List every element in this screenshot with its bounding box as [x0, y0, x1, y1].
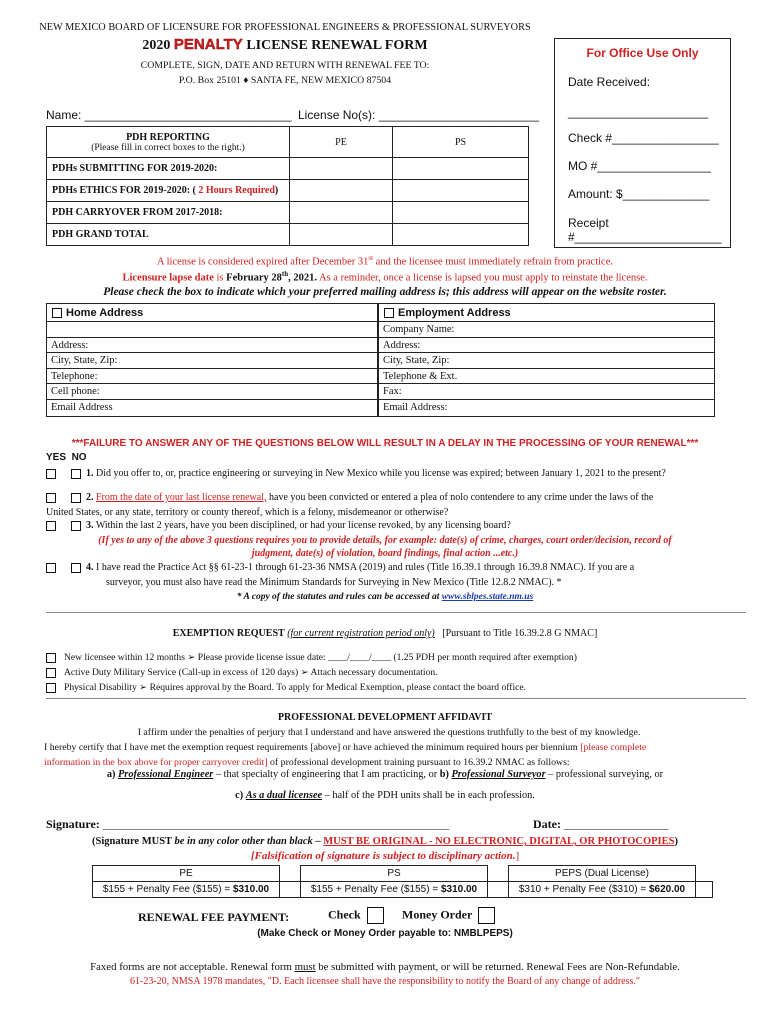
option-b-em: Professional Surveyor — [451, 769, 546, 780]
q1-yes-checkbox[interactable] — [46, 469, 56, 479]
pdh-carryover-label: PDH CARRYOVER FROM 2017-2018: — [47, 202, 290, 224]
form-title-text: LICENSE RENEWAL FORM — [246, 38, 428, 53]
exemption-pursuant: [Pursuant to Title 16.39.2.8 G NMAC] — [442, 628, 598, 639]
home-address-header — [47, 304, 377, 322]
fee-peps-checkbox[interactable] — [696, 882, 713, 898]
affidavit-line-1: I affirm under the penalties of perjury that I understand and have answered the questions truthfully to the best of my knowledge. — [137, 727, 641, 738]
expiration-text-b: and the licensee must immediately refrain from practice. — [373, 256, 613, 268]
renewal-fee-payment-label: RENEWAL FEE PAYMENT: — [138, 910, 290, 924]
option-a-label: a) — [106, 769, 119, 780]
signature-note-a: (Signature MUST — [92, 836, 175, 847]
question-1 — [46, 468, 746, 479]
name-field[interactable]: Name: _______________________________ — [46, 108, 292, 122]
table-row — [47, 180, 529, 202]
q2-no-checkbox[interactable] — [71, 493, 81, 503]
employment-address-title: Employment Address — [398, 307, 511, 319]
date-received-line[interactable]: _____________________ — [568, 105, 709, 119]
exemption-header — [20, 628, 750, 639]
affidavit-line-2 — [44, 740, 734, 755]
q1-no-checkbox[interactable] — [71, 469, 81, 479]
office-use-box — [554, 38, 731, 248]
payable-to-note: (Make Check or Money Order payable to: NMBLPEPS) — [257, 928, 513, 939]
money-order-checkbox[interactable] — [478, 907, 495, 924]
q2-red-text: From the date of your last license renewal, — [96, 492, 267, 503]
signature-note-em: be in any color other than black — [174, 836, 313, 847]
footer-statute: 61-23-20, NMSA 1978 mandates, "D. Each licensee shall have the responsibility to notify the Board of any change of address." — [130, 976, 640, 987]
signature-field[interactable] — [46, 817, 449, 832]
fee-header-pe: PE — [93, 866, 280, 882]
pdh-submitting-label: PDHs SUBMITTING FOR 2019-2020: — [47, 158, 290, 180]
fee-spacer — [696, 866, 713, 882]
q4-text-a: I have read the Practice Act §§ 61-23-1 through 61-23-36 NMSA (2019) and rules (Title 16.39.1 through 16.39.8 NMAC). If you are a — [96, 562, 635, 573]
date-line[interactable]: ___________________ — [563, 819, 669, 831]
statutes-link[interactable]: www.sblpes.state.nm.us — [441, 592, 534, 602]
affidavit-option-c — [20, 790, 750, 801]
q2-yes-checkbox[interactable] — [46, 493, 56, 503]
q1-text: Did you offer to, or, practice engineering or surveying in New Mexico while you license was expired; between January 1, 2021 to the present? — [96, 468, 666, 479]
home-address-line-blank[interactable] — [47, 322, 377, 338]
form-year: 2020 — [142, 38, 171, 53]
q2-number: 2. — [86, 492, 94, 503]
lapse-reminder: As a reminder, once a license is lapsed you must apply to reinstate the license. — [316, 272, 648, 284]
fee-spacer — [280, 866, 301, 882]
exemption-item-text: Active Duty Military Service (Call-up in excess of 120 days) ➢ Attach necessary documentation. — [64, 667, 438, 678]
footer-line-1b: be submitted with payment, or will be returned. Renewal Fees are Non-Refundable. — [315, 961, 680, 973]
signature-note — [20, 836, 750, 847]
pdh-ethics-text: PDHs ETHICS FOR 2019-2020: ( — [52, 185, 196, 196]
employment-address-box — [378, 303, 715, 417]
employment-address-header — [379, 304, 714, 322]
pdh-ethics-label — [47, 180, 290, 202]
if-yes-line-1: (If yes to any of the above 3 questions requires you to provide details, for example: date(s) of crime, charges, court order/decision, record of — [98, 535, 672, 546]
signature-note-c: ) — [674, 836, 678, 847]
yes-label: YES — [46, 452, 67, 463]
question-4 — [46, 560, 746, 590]
penalty-label: PENALTY — [173, 36, 243, 53]
question-2 — [46, 490, 746, 520]
question-3 — [46, 520, 746, 531]
pe-column-header: PE — [290, 127, 393, 158]
fee-peps-amount — [509, 882, 696, 898]
q2-text-a: have you been convicted or entered a plea of nolo contendere to any crime under the laws of the — [266, 492, 654, 503]
check-number-field[interactable]: Check #________________ — [568, 131, 719, 145]
fee-header-peps: PEPS (Dual License) — [509, 866, 696, 882]
fee-ps-text: $155 + Penalty Fee ($155) = — [310, 884, 441, 895]
home-city-state-zip[interactable]: City, State, Zip: — [47, 353, 377, 369]
table-row — [47, 224, 529, 246]
pdh-grand-total-label: PDH GRAND TOTAL — [47, 224, 290, 246]
q4-line-2: surveyor, you must also have read the Minimum Standards for Surveying in New Mexico (Title 12.8.2 NMAC). * — [106, 577, 562, 588]
expiration-notice — [20, 254, 750, 268]
if-yes-line-2: judgment, date(s) of violation, board findings, final action ...etc.) — [251, 548, 519, 559]
q3-yes-checkbox[interactable] — [46, 521, 56, 531]
statutes-note — [20, 592, 750, 602]
footer-fax-notice — [20, 961, 750, 973]
exemption-item-military — [46, 665, 746, 680]
employment-address-checkbox[interactable] — [384, 308, 394, 318]
table-row — [47, 202, 529, 224]
fee-table — [92, 865, 713, 898]
check-payment-checkbox[interactable] — [367, 907, 384, 924]
home-address-box — [46, 303, 378, 417]
lapse-sup: th — [281, 270, 289, 278]
fee-peps-total: $620.00 — [648, 884, 686, 895]
signature-note-red: MUST BE ORIGINAL - NO ELECTRONIC, DIGITAL, OR PHOTOCOPIES — [323, 836, 675, 847]
failure-warning: ***FAILURE TO ANSWER ANY OF THE QUESTIONS BELOW WILL RESULT IN A DELAY IN THE PROCESSING OF YOUR RENEWAL*** — [71, 438, 699, 449]
fee-ps-total: $310.00 — [440, 884, 478, 895]
fee-ps-amount — [301, 882, 488, 898]
ethics-required-note: 2 Hours Required — [198, 185, 275, 196]
signature-label: Signature: — [46, 817, 103, 831]
date-field[interactable] — [533, 817, 668, 832]
new-licensee-checkbox[interactable] — [46, 653, 56, 663]
employment-city-state-zip[interactable]: City, State, Zip: — [379, 353, 714, 369]
employment-email[interactable]: Email Address: — [383, 401, 448, 413]
return-instructions: COMPLETE, SIGN, DATE AND RETURN WITH RENEWAL FEE TO: — [140, 60, 430, 71]
home-address-line[interactable]: Address: — [47, 338, 377, 354]
lapse-label: Licensure lapse date — [122, 272, 214, 284]
option-c-text: – half of the PDH units shall be in each profession. — [322, 790, 535, 801]
home-address-title: Home Address — [66, 307, 144, 319]
divider — [46, 698, 746, 700]
pdh-ethics-ps-cell[interactable] — [393, 180, 529, 202]
fee-pe-checkbox[interactable] — [280, 882, 301, 898]
exemption-paren: (for current registration period only) — [287, 628, 435, 639]
license-number-field[interactable]: License No(s): ________________________ — [298, 108, 539, 122]
mailing-preference-instruction: Please check the box to indicate which your preferred mailing address is; this address will appear on the website roster. — [103, 286, 667, 298]
affidavit-options-ab — [20, 769, 750, 780]
pdh-submitting-ps-cell[interactable] — [393, 158, 529, 180]
home-address-checkbox[interactable] — [52, 308, 62, 318]
q1-number: 1. — [86, 468, 94, 479]
home-telephone[interactable]: Telephone: — [47, 369, 377, 385]
disability-checkbox[interactable] — [46, 683, 56, 693]
q2-line-2: United States, or any state, territory or county thereof, which is a felony, misdemeanor or otherwise? — [46, 507, 449, 518]
table-row — [47, 158, 529, 180]
exemption-title: EXEMPTION REQUEST — [172, 628, 285, 639]
affidavit-title: PROFESSIONAL DEVELOPMENT AFFIDAVIT — [277, 712, 493, 723]
board-name: NEW MEXICO BOARD OF LICENSURE FOR PROFESSIONAL ENGINEERS & PROFESSIONAL SURVEYORS — [39, 22, 531, 33]
money-order-label: Money Order — [402, 907, 473, 922]
mailing-address: P.O. Box 25101 ♦ SANTA FE, NEW MEXICO 87504 — [178, 75, 392, 86]
yes-no-header — [46, 452, 87, 463]
option-a-em: Professional Engineer — [118, 769, 214, 780]
signature-note-b: – — [312, 836, 324, 847]
fee-header-ps: PS — [301, 866, 488, 882]
date-label: Date: — [533, 817, 564, 831]
home-email[interactable]: Email Address — [51, 401, 113, 413]
falsification-text: [Falsification of signature is subject to disciplinary action. — [250, 850, 516, 862]
fee-pe-amount — [93, 882, 280, 898]
statutes-note-text: * A copy of the statutes and rules can be accessed at — [236, 592, 442, 602]
footer-line-1a: Faxed forms are not acceptable. Renewal form — [90, 961, 295, 973]
falsification-warning — [20, 850, 750, 862]
affidavit-line-3-red: information in the box above for proper carryover credit] — [44, 757, 268, 768]
home-cell-phone[interactable]: Cell phone: — [47, 384, 377, 400]
exemption-item-disability — [46, 680, 746, 695]
signature-line[interactable]: _______________________________________________________________ — [102, 819, 450, 831]
date-received-label: Date Received: — [568, 75, 651, 89]
option-c-em: As a dual licensee — [245, 790, 323, 801]
affidavit-line-2-text: I hereby certify that I have met the exemption request requirements [above] or have achieved the minimum required hours per biennium — [44, 742, 581, 753]
q3-number: 3. — [86, 520, 94, 531]
expiration-text-a: A license is considered expired after December 31 — [157, 256, 369, 268]
option-c-label: c) — [235, 790, 246, 801]
receipt-field[interactable]: #______________________ — [568, 230, 722, 244]
form-title — [20, 36, 550, 54]
q2-line-1 — [46, 490, 746, 505]
pdh-submitting-pe-cell[interactable] — [290, 158, 393, 180]
fee-spacer — [488, 866, 509, 882]
money-order-field[interactable]: MO #_________________ — [568, 159, 711, 173]
fee-pe-total: $310.00 — [232, 884, 270, 895]
no-label: NO — [71, 452, 87, 463]
exemption-list — [46, 650, 746, 695]
check-option — [328, 907, 384, 924]
ethics-close-paren: ) — [274, 185, 279, 196]
amount-field[interactable]: Amount: $_____________ — [568, 187, 710, 201]
q4-yes-checkbox[interactable] — [46, 563, 56, 573]
option-a-text: – that specialty of engineering that I am practicing, or — [213, 769, 440, 780]
affidavit-line-2-red: [please complete — [580, 742, 647, 753]
exemption-item-text: New licensee within 12 months ➢ Please provide license issue date: ____/____/____ (1.25 PDH per month required after exemption) — [64, 652, 577, 663]
employment-address-line[interactable]: Address: — [379, 338, 714, 354]
divider — [46, 612, 746, 614]
receipt-label: Receipt — [568, 216, 609, 230]
pdh-total-ps-cell[interactable] — [393, 224, 529, 246]
fee-pe-text: $155 + Penalty Fee ($155) = — [102, 884, 233, 895]
q3-no-checkbox[interactable] — [71, 521, 81, 531]
footer-must: must — [294, 961, 316, 973]
pdh-reporting-subtitle: (Please fill in correct boxes to the right.) — [91, 142, 245, 153]
lapse-is: is — [213, 272, 227, 284]
exemption-item-new-licensee — [46, 650, 746, 665]
lapse-date: February 28 — [226, 272, 282, 284]
affidavit-line-3 — [44, 755, 734, 770]
lapse-notice — [20, 270, 750, 284]
pdh-carryover-ps-cell[interactable] — [393, 202, 529, 224]
money-order-option — [402, 907, 495, 924]
pdh-carryover-pe-cell[interactable] — [290, 202, 393, 224]
affidavit-line-3-text: of professional development training pursuant to 16.39.2 NMAC as follows: — [267, 757, 570, 768]
if-yes-instructions — [20, 534, 750, 560]
option-b-text: – professional surveying, or — [545, 769, 664, 780]
employment-telephone[interactable]: Telephone & Ext. — [379, 369, 714, 385]
falsification-close: ] — [515, 850, 520, 862]
q4-no-checkbox[interactable] — [71, 563, 81, 573]
fee-peps-text: $310 + Penalty Fee ($310) = — [518, 884, 649, 895]
expiration-sup: st — [368, 254, 374, 262]
q4-number: 4. — [86, 562, 94, 573]
pdh-reporting-title: PDH REPORTING — [126, 131, 210, 143]
pdh-ethics-pe-cell[interactable] — [290, 180, 393, 202]
office-use-title: For Office Use Only — [586, 46, 699, 60]
military-checkbox[interactable] — [46, 668, 56, 678]
company-name-field[interactable]: Company Name: — [379, 322, 714, 338]
check-label: Check — [328, 907, 361, 922]
q4-line-1 — [46, 560, 746, 575]
lapse-year: , 2021. — [288, 272, 317, 284]
affidavit-body — [44, 725, 734, 770]
fee-ps-checkbox[interactable] — [488, 882, 509, 898]
employment-fax[interactable]: Fax: — [379, 384, 714, 400]
exemption-item-text: Physical Disability ➢ Requires approval by the Board. To apply for Medical Exemption, please contact the board office. — [64, 682, 527, 693]
pdh-total-pe-cell[interactable] — [290, 224, 393, 246]
pdh-reporting-table — [46, 126, 529, 246]
option-b-label: b) — [439, 769, 452, 780]
ps-column-header: PS — [393, 127, 529, 158]
q3-text: Within the last 2 years, have you been disciplined, or had your license revoked, by any licensing board? — [95, 520, 511, 531]
